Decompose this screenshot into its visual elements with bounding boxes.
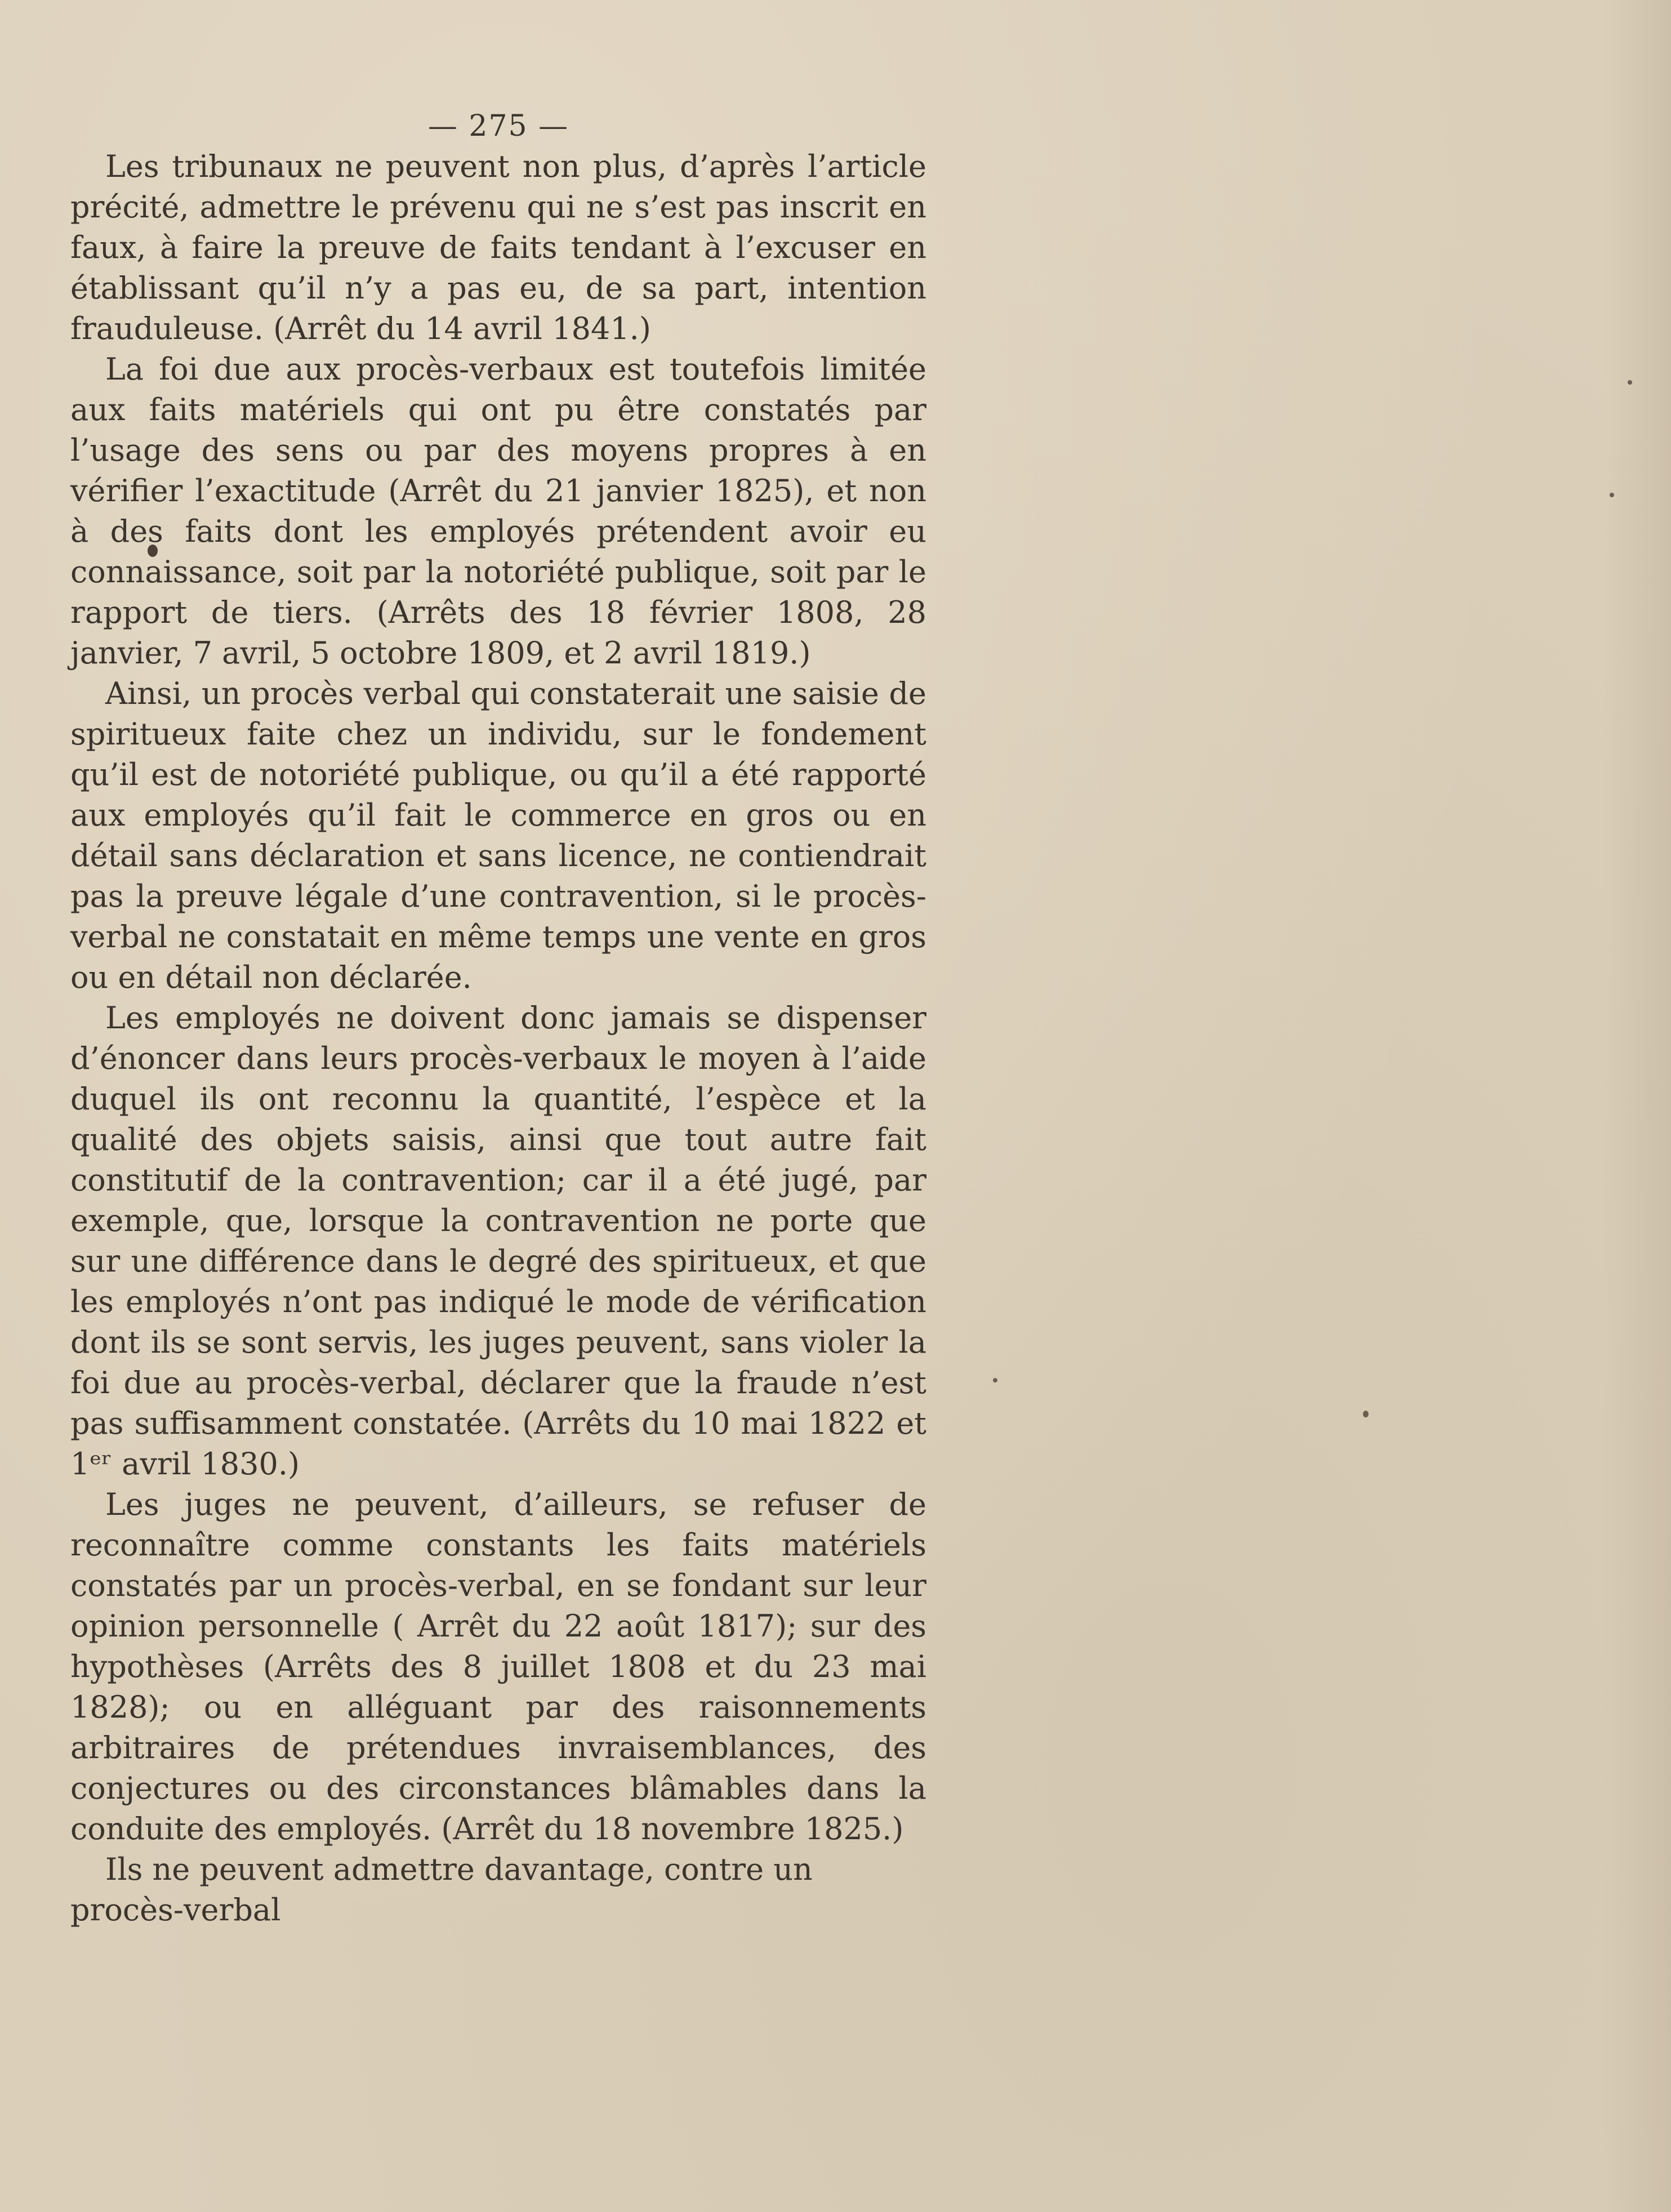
paragraph: Ainsi, un procès verbal qui constaterait une saisie de spiritueux faite chez un individu, sur le fondement qu’il est de notoriété publique, ou qu’il a été rapporté aux employés qu’il fait le commerce en gros ou en détail sans déclaration et sans licence, ne contiendrait pas la preuve légale d’une contravention, si le procès-verbal ne constatait en même temps une vente en gros ou en détail non déclarée. [70, 676, 926, 995]
paper-speck [1610, 493, 1614, 497]
page-number: — 275 — [427, 109, 569, 143]
paragraph: Ils ne peuvent admettre davantage, contre un procès-verbal [70, 1852, 813, 1928]
paragraph: La foi due aux procès-verbaux est toutefois limitée aux faits matériels qui ont pu être constatés par l’usage des sens ou par des moyens propres à en vérifier l’exactitude (Arrêt du 21 janvier 1825), et non à des faits dont les employés prétendent avoir eu connaissance, soit par la notoriété publique, soit par le rapport de tiers. (Arrêts des 18 février 1808, 28 janvier, 7 avril, 5 octobre 1809, et 2 avril 1819.) [70, 351, 926, 671]
paragraph: Les tribunaux ne peuvent non plus, d’après l’article précité, admettre le prévenu qui ne s’est pas inscrit en faux, à faire la preuve de faits tendant à l’excuser en établissant qu’il n’y a pas eu, de sa part, intention frauduleuse. (Arrêt du 14 avril 1841.) [70, 149, 926, 346]
paragraph: Les juges ne peuvent, d’ailleurs, se refuser de reconnaître comme constants les faits matériels constatés par un procès-verbal, en se fondant sur leur opinion personnelle ( Arrêt du 22 août 1817); sur des hypothèses (Arrêts des 8 juillet 1808 et du 23 mai 1828); ou en alléguant par des raisonnements arbitraires de prétendues invraisemblances, des conjectures ou des circonstances blâmables dans la conduite des employés. (Arrêt du 18 novembre 1825.) [70, 1487, 926, 1847]
paper-speck [1628, 380, 1632, 385]
page-edge-shadow [1603, 0, 1671, 2212]
paragraph: Les employés ne doivent donc jamais se dispenser d’énoncer dans leurs procès-verbaux le moyen à l’aide duquel ils ont reconnu la quantité, l’espèce et la qualité des objets saisis, ainsi que tout autre fait constitutif de la contravention; car il a été jugé, par exemple, que, lorsque la contravention ne porte que sur une différence dans le degré des spiritueux, et que les employés n’ont pas indiqué le mode de vérification dont ils se sont servis, les juges peuvent, sans violer la foi due au procès-verbal, déclarer que la fraude n’est pas suffisamment constatée. (Arrêts du 10 mai 1822 et 1ᵉʳ avril 1830.) [70, 1000, 926, 1482]
paper-speck [1363, 1411, 1369, 1417]
paper-speck [993, 1378, 997, 1382]
page-text [70, 106, 926, 1930]
